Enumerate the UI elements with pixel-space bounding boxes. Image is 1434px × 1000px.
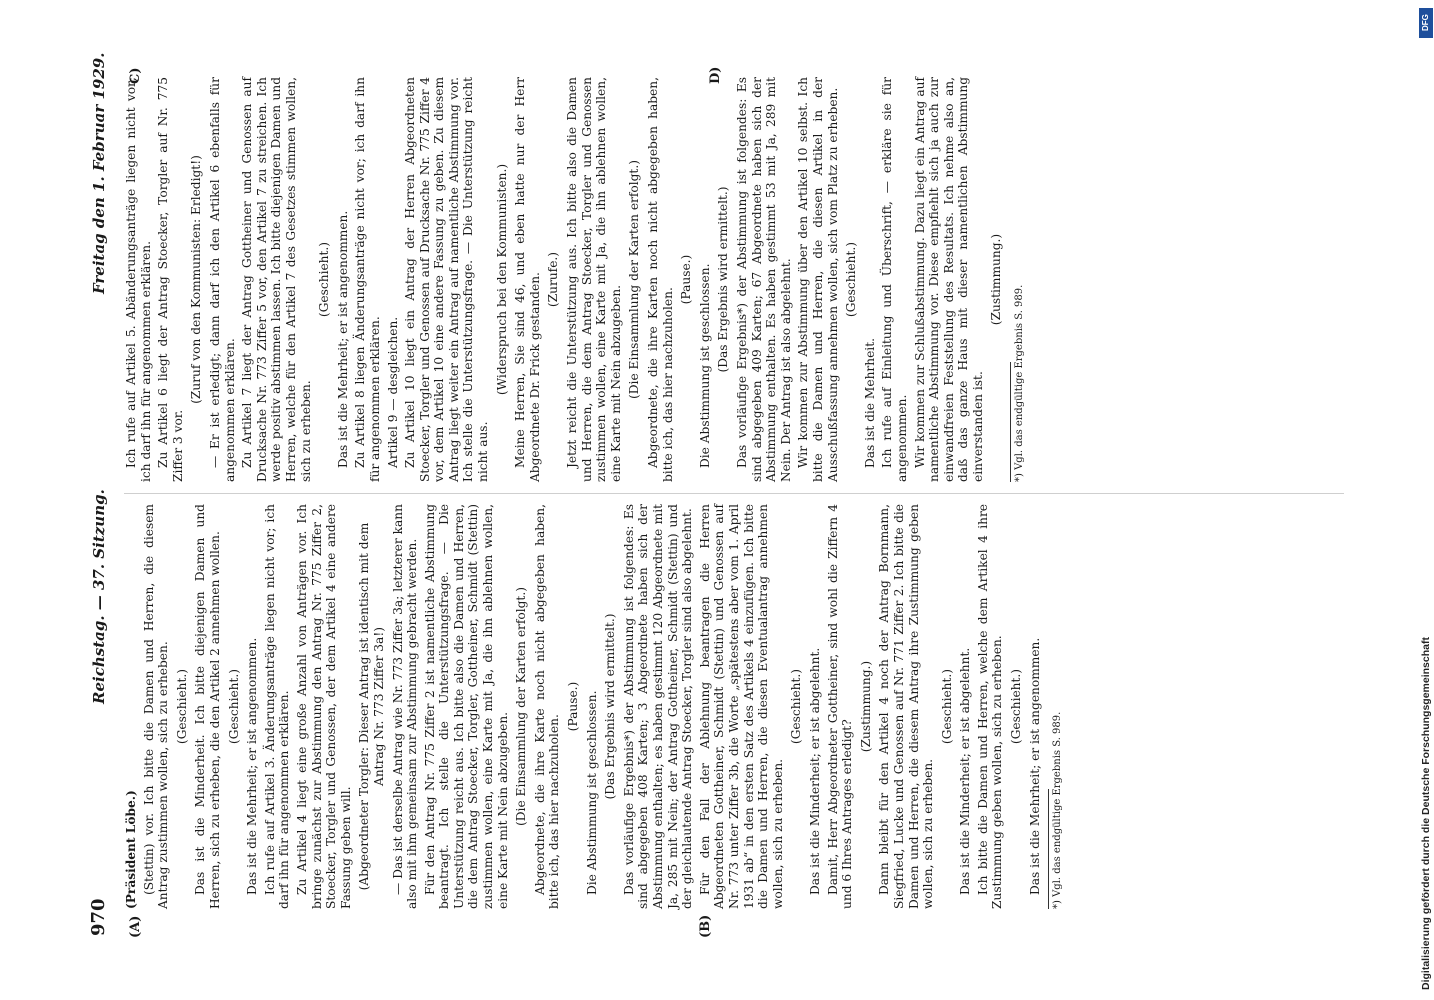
stage-direction: (Geschieht.) — [226, 668, 241, 745]
paragraph: Ich rufe auf Artikel 3. Änderungsanträge liegen nicht vor; ich darf ihn für angenommen erklären. — [262, 504, 292, 909]
paragraph: Das ist die Minderheit; er ist abgelehnt. — [958, 647, 973, 895]
footnote: *) Vgl. das endgültige Ergebnis S. 989. — [1014, 284, 1026, 482]
paragraph: Die Abstimmung ist geschlossen. — [584, 690, 599, 895]
footnote-rule — [1010, 362, 1011, 482]
margin-letter-d: D) — [708, 66, 723, 84]
paragraph: Zu Artikel 10 liegt ein Antrag der Herren Abgeordneten Stoecker, Torgler und Genossen auf Drucksache Nr. 775 Ziffer 4 vor, dem Artikel 10 eine andere Fassung zu geben. Zu diesem Antrag liegt weiter ein Antrag auf namentliche Abstimmung vor. Ich stelle die Unterstützungsfrage. — Die Unterstützung reicht nicht aus. — [403, 77, 491, 482]
stage-direction: (Geschieht.) — [939, 668, 954, 745]
stage-direction: (Zuruf von den Kommunisten: Erledigt!) — [189, 155, 204, 404]
paragraph: Dann bleibt für den Artikel 4 noch der Antrag Bornmann, Siegfried, Lucke und Genossen auf Nr. 771 Ziffer 2. Ich bitte die Damen und Herren, die diesem Antrag ihre Zustimmung geben wollen, sich zu erheben. — [877, 504, 936, 909]
paragraph: Wir kommen zur Schlußabstimmung. Dazu liegt ein Antrag auf namentliche Abstimmung vor. Diese empfiehlt sich ja auch zur einwandfreien Feststellung des Resultats. Ich nehme also an, daß das ganze Haus mit dieser namentlichen Abstimmung einverstanden ist. — [912, 77, 985, 482]
stage-direction: (Das Ergebnis wird ermittelt.) — [716, 186, 731, 373]
paragraph: Das ist die Minderheit; er ist abgelehnt. — [807, 647, 822, 895]
stage-direction: (Zustimmung.) — [989, 233, 1004, 326]
paragraph: Damit, Herr Abgeordneter Gottheiner, sind wohl die Ziffern 4 und 6 Ihres Antrages erledigt? — [825, 504, 855, 909]
paragraph: Für den Antrag Nr. 775 Ziffer 2 ist namentliche Abstimmung beantragt. Ich stelle die Unterstützungsfrage. — Die Unterstützung reicht aus. Ich bitte also die Damen und Herren, die dem Antrag Stoecker, Torgler, Gottheiner, Schmidt (Stettin) zustimmen wollen, eine Karte mit Ja, die ihn ablehnen wollen, eine Karte mit Nein abzugeben. — [422, 504, 510, 909]
paragraph: — Er ist erledigt; dann darf ich den Artikel 6 ebenfalls für angenommen erklären. — [207, 77, 237, 482]
right-column — [124, 77, 1031, 482]
paragraph: Ich rufe auf Einleitung und Überschrift, — erkläre sie für angenommen. — [880, 77, 909, 482]
paragraph: Für den Fall der Ablehnung beantragen die Herren Abgeordneten Gottheiner, Schmidt (Stettin) und Genossen auf Nr. 773 unter Ziffer 3b, die Worte „spätestens aber vom 1. April 1931 ab“ in den ersten Satz des Artikels 4 einzufügen. Ich bitte die Damen und Herren, die diesen Eventualantrag annehmen wollen, sich zu erheben. — [697, 504, 785, 909]
digitization-credit: Digitalisierung gefördert durch die Deutsche Forschungsgemeinschaft — [1420, 637, 1432, 990]
stage-direction: (Zustimmung.) — [858, 660, 873, 753]
document-page — [80, 52, 1390, 944]
paragraph: Artikel 9 — desgleichen. — [385, 316, 400, 468]
paragraph: Das ist die Mehrheit; er ist angenommen. — [1027, 637, 1042, 895]
paragraph: Die Abstimmung ist geschlossen. — [697, 263, 712, 468]
stage-direction: (Geschieht.) — [174, 668, 189, 745]
stage-direction: (Pause.) — [679, 254, 694, 305]
margin-letter-c: C) — [128, 67, 143, 84]
footnote-rule — [1048, 789, 1049, 909]
stage-direction: (Geschieht.) — [1009, 668, 1024, 745]
session-title: Reichstag. — 37. Sitzung. — [90, 489, 108, 704]
paragraph: Das ist die Mehrheit. — [862, 338, 877, 468]
paragraph: Wir kommen zur Abstimmung über den Artikel 10 selbst. Ich bitte die Damen und Herren, die diesen Artikel in der Ausschußfassung annehmen wollen, sich vom Platz zu erheben. — [796, 77, 840, 482]
speaker-name: (Präsident Löbe.) — [124, 790, 138, 909]
paragraph: Jetzt reicht die Unterstützung aus. Ich bitte also die Damen und Herren, die dem Antrag Stoecker, Torgler und Genossen zustimmen wollen, eine Karte mit Ja, die ihn ablehnen wollen, eine Karte mit Nein abzugeben. — [565, 77, 623, 482]
margin-letter-a: (A) — [128, 915, 143, 938]
dfg-logo: DFG — [1419, 8, 1433, 38]
paragraph: Ich rufe auf Artikel 5. Abänderungsanträge liegen nicht vor; ich darf ihn für angenommen erklären. — [124, 77, 153, 482]
paragraph: Zu Artikel 8 liegen Änderungsanträge nicht vor; ich darf ihn für angenommen erklären. — [353, 77, 382, 482]
paragraph: Abgeordnete, die ihre Karte noch nicht abgegeben haben, bitte ich, das hier nachzuholen. — [532, 504, 562, 909]
paragraph: Das ist die Mehrheit; er ist angenommen. — [335, 210, 350, 468]
paragraph: Meine Herren, Sie sind 46, und eben hatte nur der Herr Abgeordnete Dr. Frick gestanden. — [513, 77, 542, 482]
paragraph: Das vorläufige Ergebnis*) der Abstimmung ist folgendes: Es sind abgegeben 408 Karten; 3 Abgeordnete haben sich der Abstimmung enthalten; es haben gestimmt 120 Abgeordnete mit Ja, 285 mit Nein; der Antrag Gottheiner, Schmidt (Stettin) und der gleichlautende Antrag Stoecker, Torgler sind also abgelehnt. — [621, 504, 695, 909]
paragraph: Ich bitte die Damen und Herren, welche dem Artikel 4 ihre Zustimmung geben wollen, sich zu erheben. — [975, 504, 1005, 909]
stage-direction: (Geschieht.) — [789, 668, 804, 745]
margin-letter-b: (B) — [698, 914, 713, 938]
stage-direction: (Das Ergebnis wird ermittelt.) — [603, 613, 618, 800]
stage-direction: (Widerspruch bei den Kommunisten.) — [494, 163, 509, 396]
paragraph: Zu Artikel 4 liegt eine große Anzahl von Anträgen vor. Ich bringe zunächst zur Abstimmung den Antrag Nr. 775 Ziffer 2, Stoecker, Torgler und Genossen, der dem Artikel 4 eine andere Fassung geben will. — [294, 504, 353, 909]
stage-direction: (Geschieht.) — [844, 241, 859, 318]
column-divider — [124, 493, 1344, 494]
paragraph: Das ist die Minderheit. Ich bitte diejenigen Damen und Herren, sich zu erheben, die den Artikel 2 annehmen wollen. — [193, 504, 222, 909]
stage-direction: (Zurufe.) — [546, 251, 561, 308]
paragraph: (Stettin) vor. Ich bitte die Damen und Herren, die diesem Antrag zustimmen wollen, sich zu erheben. — [141, 504, 171, 909]
paragraph: Zu Artikel 7 liegt der Antrag Gottheiner und Genossen auf Drucksache Nr. 773 Ziffer 5 vor, den Artikel 7 zu streichen. Ich werde positiv abstimmen lassen. Ich bitte diejenigen Damen und Herren, welche für den Artikel 7 des Gesetzes stimmen wollen, sich zu erheben. — [240, 77, 313, 482]
stage-direction: (Die Einsammlung der Karten erfolgt.) — [627, 160, 642, 399]
paragraph: Das vorläufige Ergebnis*) der Abstimmung ist folgendes: Es sind abgegeben 409 Karten; 67 Abgeordnete haben sich der Abstimmung enthalten. Es haben gestimmt 53 mit Ja, 289 mit Nein. Der Antrag ist also abgelehnt. — [734, 77, 793, 482]
page-number: 970 — [88, 898, 109, 936]
stage-direction: (Die Einsammlung der Karten erfolgt.) — [514, 587, 529, 826]
stage-direction: (Geschieht.) — [317, 241, 332, 318]
paragraph: — Das ist derselbe Antrag wie Nr. 773 Ziffer 3a; letzterer kann also mit ihm gemeinsam zur Abstimmung gebracht werden. — [390, 504, 420, 909]
left-column — [124, 504, 1069, 909]
paragraph: Das ist die Mehrheit; er ist angenommen. — [245, 637, 260, 895]
page-header — [80, 52, 120, 944]
stage-direction: (Pause.) — [566, 681, 581, 732]
paragraph: Abgeordnete, die ihre Karten noch nicht abgegeben haben, bitte ich, das hier nachzuholen. — [646, 77, 675, 482]
footnote: *) Vgl. das endgültige Ergebnis S. 989. — [1052, 711, 1064, 909]
paragraph: Zu Artikel 6 liegt der Antrag Stoecker, Torgler auf Nr. 775 Ziffer 3 vor. — [156, 77, 185, 482]
stage-direction: (Abgeordneter Torgler: Dieser Antrag ist identisch mit dem Antrag Nr. 773 Ziffer 3a!) — [357, 522, 386, 891]
session-date: Freitag den 1. Februar 1929. — [90, 52, 108, 294]
